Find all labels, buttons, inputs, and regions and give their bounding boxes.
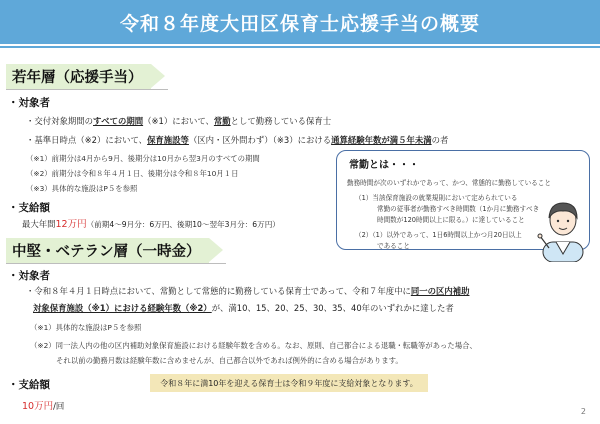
section-tag-veteran: 中堅・ベテラン層（一時金） [6, 238, 209, 263]
callout-line-2: （1）当該保育施設の就業規則において定められている [355, 194, 518, 202]
section-underline-young [6, 89, 168, 90]
notice-banner: 令和８年に満10年を迎える保育士は令和９年度に支給対象となります。 [150, 374, 428, 392]
emphasis: 同一の区内補助 [410, 286, 470, 296]
text: （前期4～9月分：6万円、後期10～翌年3月分：6万円） [86, 220, 280, 229]
emphasis: 対象保育施設（※1）における経験年数（※2） [33, 303, 212, 313]
veteran-line-1 [26, 285, 469, 297]
young-note-3: （※3）具体的な施設はP５を参照 [26, 184, 138, 193]
text: （※1）において、 [143, 116, 214, 126]
text: /回 [53, 401, 65, 411]
text: として勤務している保育士 [230, 116, 332, 126]
young-note-2: （※2）前期分は令和８年４月１日、後期分は令和８年10月１日 [26, 169, 239, 178]
callout-line-3: 常勤の従事者が勤務すべき時間数（1か月に勤務すべき [377, 205, 540, 213]
veteran-note-2: （※2）同一法人内の他の区内補助対象保育施設における経験年数を含める。なお、原則、自己都合による退職・転職等があった場合、 [30, 341, 477, 350]
page-number: 2 [580, 407, 586, 416]
emphasis: 保育施設等 [147, 135, 189, 145]
section-underline-veteran [6, 263, 226, 264]
callout-line-6: であること [377, 242, 410, 250]
text: ・交付対象期間の [26, 116, 93, 126]
text: の者 [431, 135, 449, 145]
callout-line-5: （2）（1）以外であって、1日6時間以上かつ月20日以上 [355, 231, 522, 239]
veteran-target-heading: ・対象者 [8, 270, 50, 282]
text: （区内・区外問わず）（※3）における [188, 135, 332, 145]
young-pay-heading: ・支給額 [8, 202, 50, 214]
pay-value: 12万円 [55, 219, 87, 230]
emphasis: 通算経験年数が満５年未満 [331, 135, 432, 145]
callout-line-4: 時間数が120時間以上に限る。）に達していること [377, 216, 525, 224]
teacher-illustration-icon [534, 196, 592, 262]
section-tag-young: 若年層（応援手当） [6, 64, 151, 89]
pay-value: 10万円 [22, 401, 54, 412]
young-note-1: （※1）前期分は4月から9月、後期分は10月から翌3月のすべての期間 [26, 154, 260, 163]
text: が、満10、15、20、25、30、35、40年のいずれかに達した者 [211, 303, 454, 313]
veteran-note-1: （※1）具体的な施設はP５を参照 [30, 323, 142, 332]
title-rule [0, 46, 600, 48]
emphasis: すべての期間 [93, 116, 144, 126]
young-target-heading: ・対象者 [8, 97, 50, 109]
callout-title: 常勤とは・・・ [349, 160, 419, 171]
text: ・令和８年４月１日時点において、常勤として常態的に勤務している保育士であって、令和７年度中に [26, 286, 411, 296]
young-line-2 [26, 134, 448, 146]
text: 最大年間 [22, 219, 56, 229]
young-line-1 [26, 115, 331, 127]
veteran-line-2 [33, 302, 454, 314]
callout-line-1: 勤務時間が次のいずれかであって、かつ、常態的に勤務していること [347, 179, 551, 187]
young-pay-amount [22, 216, 280, 230]
emphasis: 常勤 [213, 116, 231, 126]
text: ・基準日時点（※2）において、 [26, 135, 148, 145]
veteran-pay-amount [22, 398, 64, 412]
veteran-note-3: それ以前の勤務月数は経験年数に含めませんが、自己都合以外であれば例外的に含める場合があります。 [56, 356, 403, 365]
page-title: 令和８年度大田区保育士応援手当の概要 [0, 0, 600, 44]
veteran-pay-heading: ・支給額 [8, 379, 50, 391]
